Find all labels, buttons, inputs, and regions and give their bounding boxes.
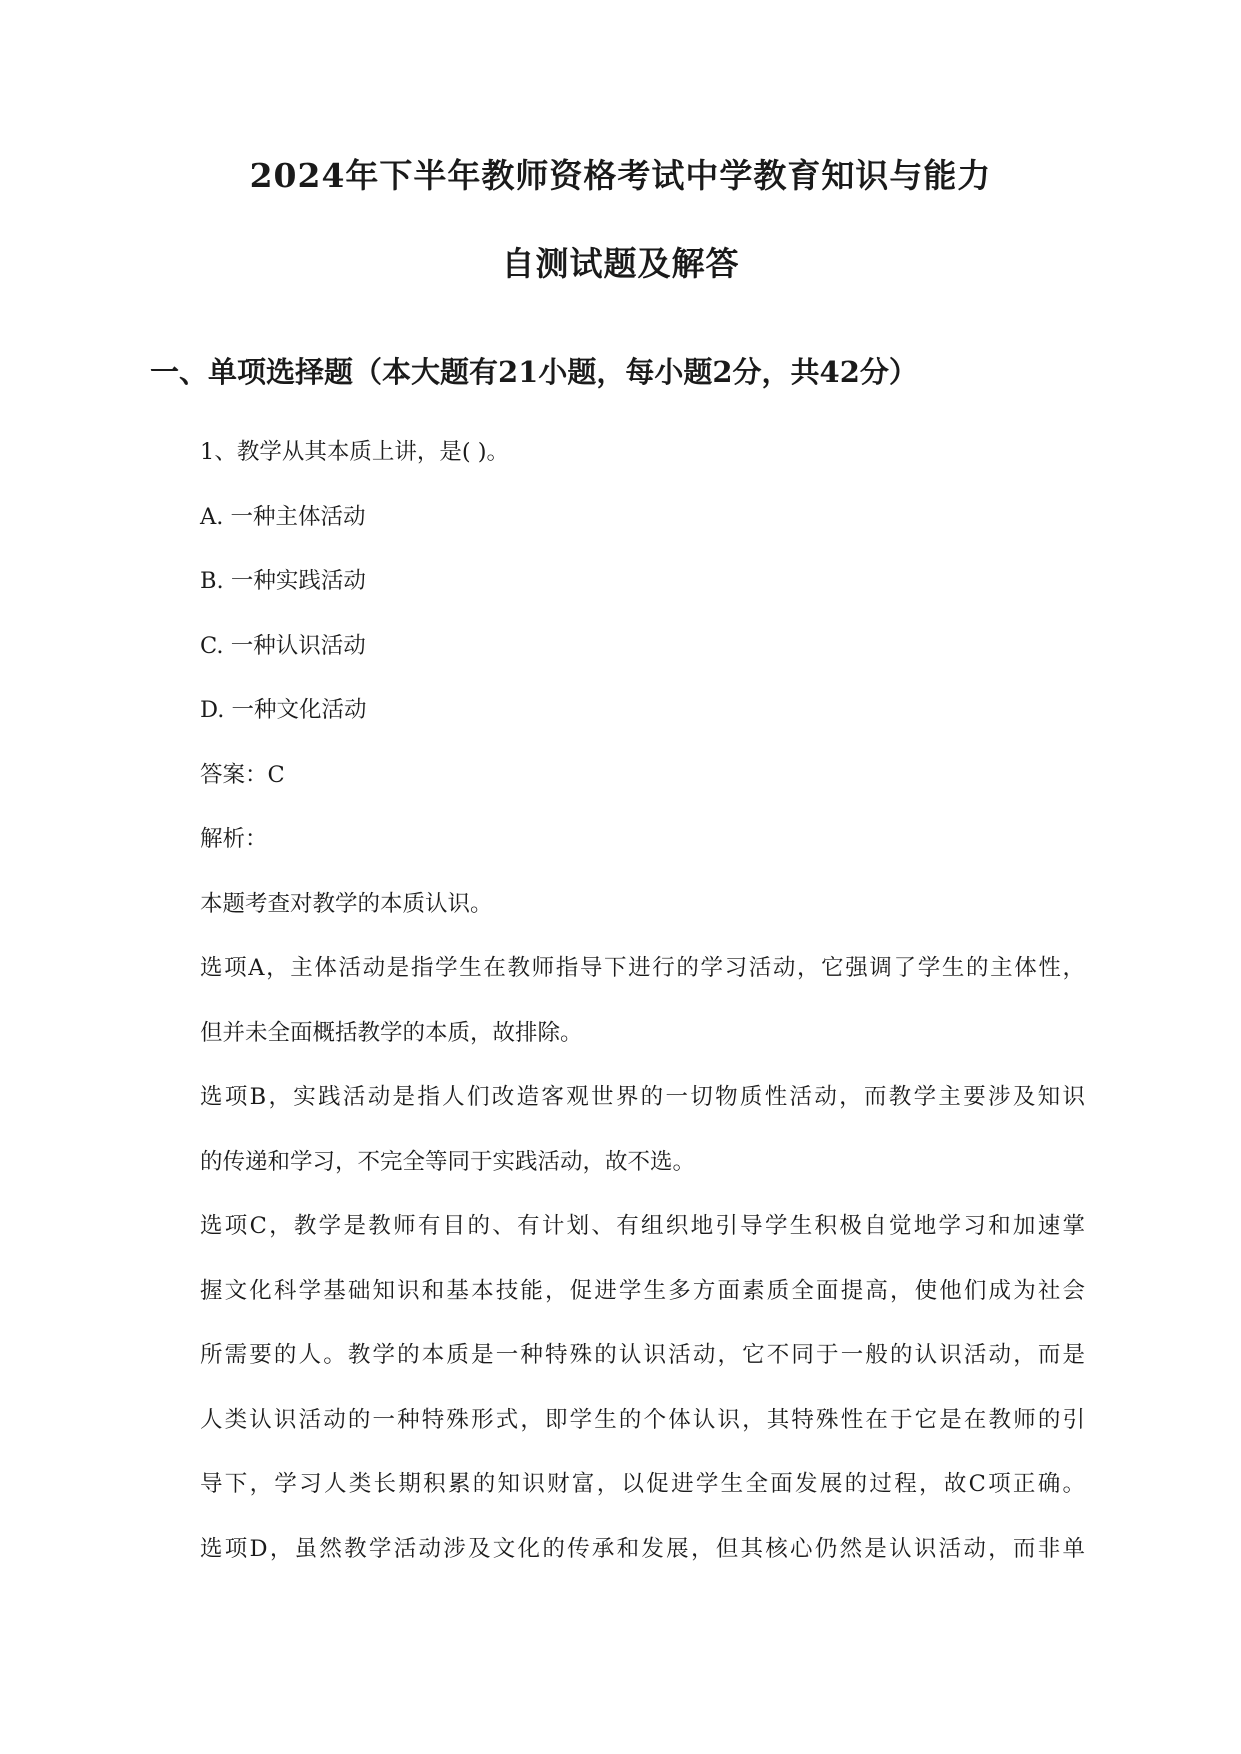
analysis-line: 所需要的人。教学的本质是一种特殊的认识活动，它不同于一般的认识活动，而是 bbox=[200, 1342, 1085, 1368]
analysis-line: 导下，学习人类长期积累的知识财富，以促进学生全面发展的过程，故C项正确。 bbox=[200, 1471, 1085, 1497]
analysis-line: 选项B，实践活动是指人们改造客观世界的一切物质性活动，而教学主要涉及知识 bbox=[200, 1084, 1085, 1110]
analysis-line: 人类认识活动的一种特殊形式，即学生的个体认识，其特殊性在于它是在教师的引 bbox=[200, 1406, 1085, 1433]
analysis-line: 的传递和学习，不完全等同于实践活动，故不选。 bbox=[200, 1148, 696, 1175]
answer-line: 答案：C bbox=[200, 761, 285, 788]
analysis-label: 解析： bbox=[200, 826, 268, 852]
option-b: B. 一种实践活动 bbox=[200, 568, 366, 594]
document-title-line-1: 2024年下半年教师资格考试中学教育知识与能力 bbox=[249, 156, 992, 195]
question-block bbox=[200, 432, 1085, 1593]
option-a: A. 一种主体活动 bbox=[200, 503, 366, 530]
option-d: D. 一种文化活动 bbox=[200, 697, 367, 723]
question-stem: 1、教学从其本质上讲，是( )。 bbox=[200, 439, 510, 465]
document-title-line-2: 自测试题及解答 bbox=[501, 244, 740, 283]
analysis-line: 但并未全面概括教学的本质，故排除。 bbox=[200, 1019, 583, 1046]
analysis-line: 握文化科学基础知识和基本技能，促进学生多方面素质全面提高，使他们成为社会 bbox=[200, 1277, 1085, 1304]
analysis-line: 选项C，教学是教师有目的、有计划、有组织地引导学生积极自觉地学习和加速掌 bbox=[200, 1213, 1085, 1239]
analysis-line: 本题考查对教学的本质认识。 bbox=[200, 890, 493, 917]
analysis-line: 选项A，主体活动是指学生在教师指导下进行的学习活动，它强调了学生的主体性， bbox=[200, 955, 1085, 981]
section-heading: 一、单项选择题（本大题有21小题，每小题2分，共42分） bbox=[150, 355, 918, 389]
analysis-line: 选项D，虽然教学活动涉及文化的传承和发展，但其核心仍然是认识活动，而非单 bbox=[200, 1535, 1085, 1562]
option-c: C. 一种认识活动 bbox=[200, 632, 366, 659]
